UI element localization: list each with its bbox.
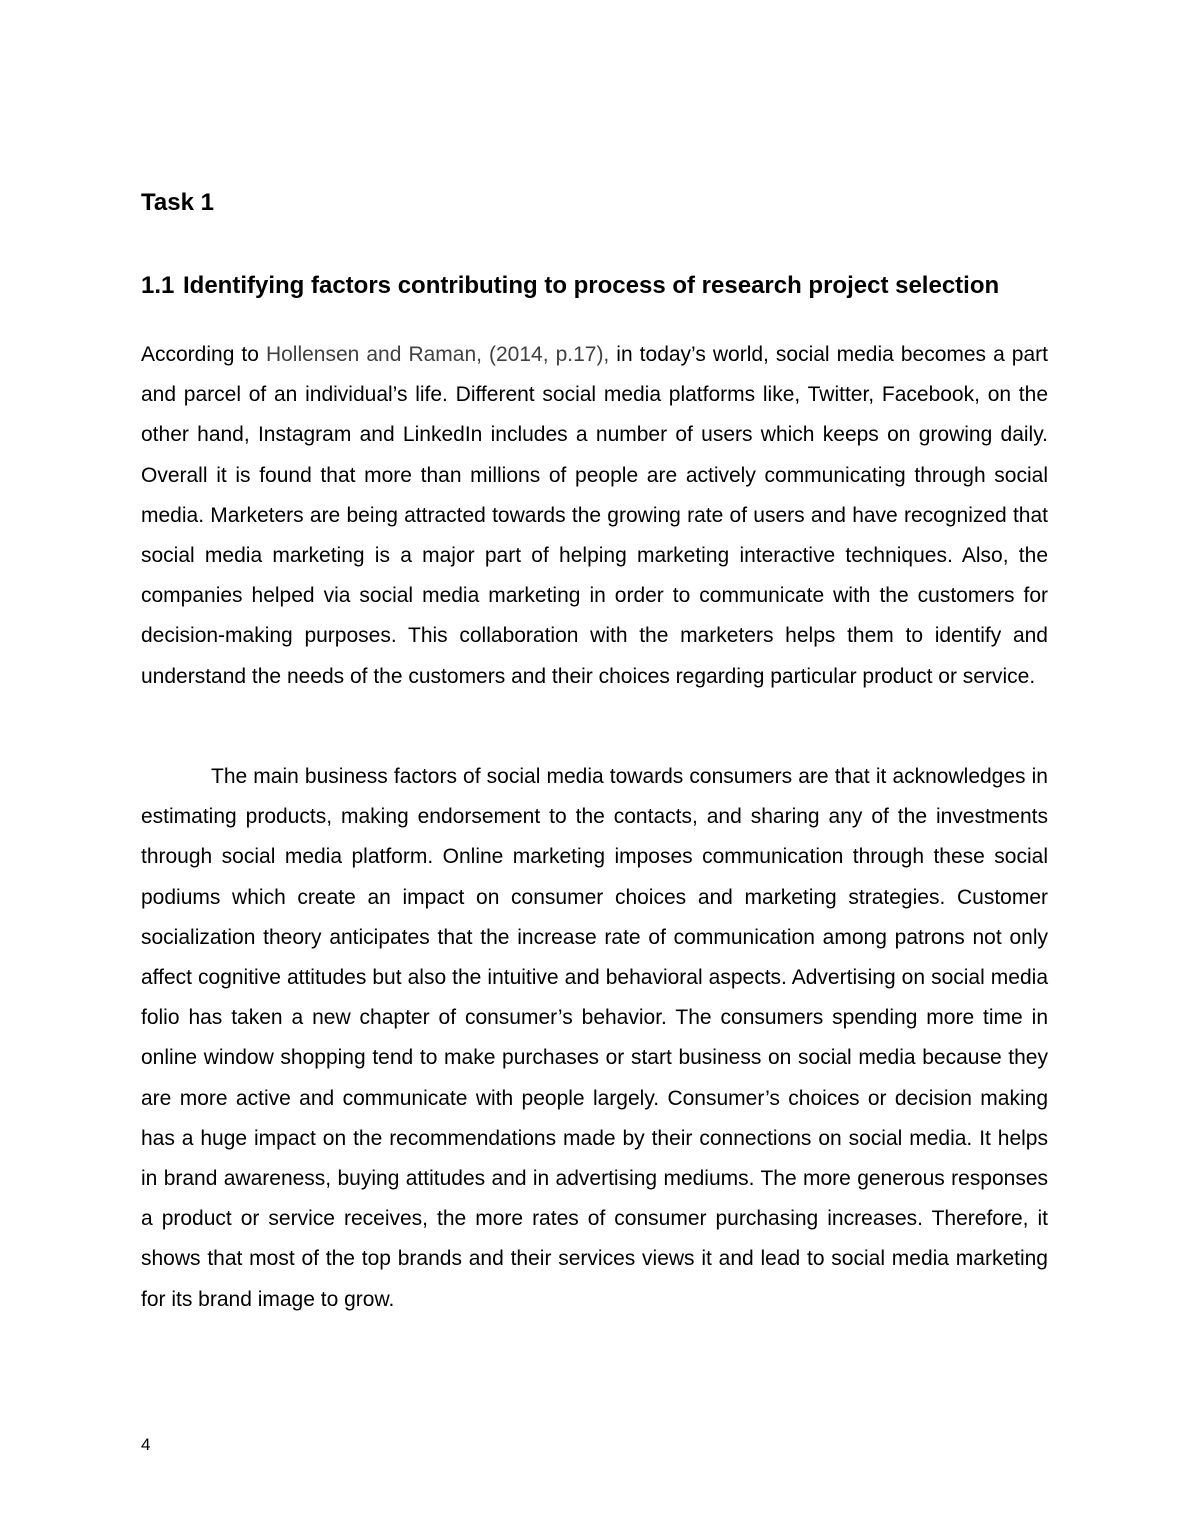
paragraph-1-lead: According to <box>141 343 266 366</box>
paragraph-1-text: in today’s world, social media becomes a part and parcel of an individual’s life. Different social media platforms like, Twitter, Facebook, on the other hand, Instagram and LinkedIn includes a number of users which keeps on growing daily. Overall it is found that more than millions of people are actively communicating through social media. Marketers are being attracted towards the growing rate of users and have recognized that social media marketing is a major part of helping marketing interactive techniques. Also, the companies helped via social media marketing in order to communicate with the customers for decision-making purposes. This collaboration with the marketers helps them to identify and understand the needs of the customers and their choices regarding particular product or service. <box>141 343 1048 688</box>
citation: Hollensen and Raman, (2014, p.17), <box>265 343 610 366</box>
paragraph-2: The main business factors of social media towards consumers are that it acknowledges in estimating products, making endorsement to the contacts, and sharing any of the investments through social media platform. Online marketing imposes communication through these social podiums which create an impact on consumer choices and marketing strategies. Customer socialization theory anticipates that the increase rate of communication among patrons not only affect cognitive attitudes but also the intuitive and behavioral aspects. Advertising on social media folio has taken a new chapter of consumer’s behavior. The consumers spending more time in online window shopping tend to make purchases or start business on social media because they are more active and communicate with people largely. Consumer’s choices or decision making has a huge impact on the recommendations made by their connections on social media. It helps in brand awareness, buying attitudes and in advertising mediums. The more generous responses a product or service receives, the more rates of consumer purchasing increases. Therefore, it shows that most of the top brands and their services views it and lead to social media marketing for its brand image to grow. <box>141 765 1048 1311</box>
page-number: 4 <box>141 1435 151 1454</box>
section-heading <box>141 268 1048 304</box>
section-number: 1.1 <box>141 272 175 299</box>
task-title: Task 1 <box>141 189 214 216</box>
section-title: Identifying factors contributing to process of research project selection <box>183 272 1000 299</box>
paragraph-1 <box>141 335 1048 697</box>
